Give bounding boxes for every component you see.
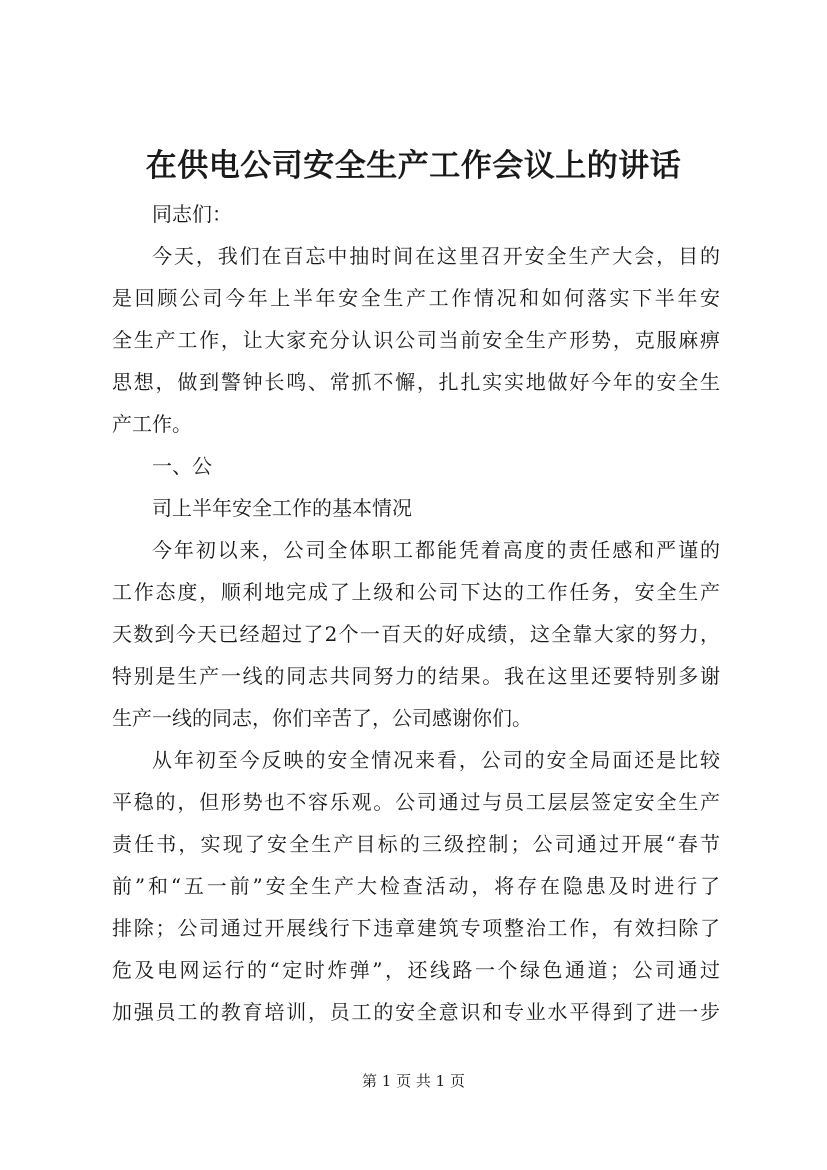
- paragraph-line: 加强员工的教育培训，员工的安全意识和专业水平得到了进一步: [112, 1000, 720, 1024]
- paragraph-line: 前”和“五一前”安全生产大检查活动，将存在隐患及时进行了: [112, 874, 720, 898]
- paragraph-line: 责任书，实现了安全生产目标的三级控制；公司通过开展“春节: [112, 832, 720, 856]
- salutation: 同志们：: [152, 202, 232, 226]
- paragraph-line: 生产一线的同志，你们辛苦了，公司感谢你们。: [112, 706, 532, 730]
- document-title: 在供电公司安全生产工作会议上的讲话: [145, 148, 682, 184]
- paragraph-line: 今年初以来，公司全体职工都能凭着高度的责任感和严谨的: [152, 538, 720, 562]
- section-heading-part: 一、公: [152, 454, 212, 478]
- paragraph-line: 今天，我们在百忘中抽时间在这里召开安全生产大会，目的: [152, 244, 720, 268]
- paragraph-line: 排除；公司通过开展线行下违章建筑专项整治工作，有效扫除了: [112, 916, 720, 940]
- paragraph-line: 是回顾公司今年上半年安全生产工作情况和如何落实下半年安: [112, 286, 720, 310]
- paragraph-line: 工作态度，顺利地完成了上级和公司下达的工作任务，安全生产: [112, 580, 720, 604]
- paragraph-line: 危及电网运行的“定时炸弹”，还线路一个绿色通道；公司通过: [112, 958, 720, 982]
- paragraph-line: 特别是生产一线的同志共同努力的结果。我在这里还要特别多谢: [112, 664, 720, 688]
- paragraph-line: 天数到今天已经超过了2个一百天的好成绩，这全靠大家的努力，: [112, 622, 720, 646]
- paragraph-line: 产工作。: [112, 412, 192, 436]
- paragraph-line: 从年初至今反映的安全情况来看，公司的安全局面还是比较: [152, 748, 720, 772]
- paragraph-line: 思想，做到警钟长鸣、常抓不懈，扎扎实实地做好今年的安全生: [112, 370, 720, 394]
- paragraph-line: 全生产工作，让大家充分认识公司当前安全生产形势，克服麻痹: [112, 328, 720, 352]
- paragraph-line: 平稳的，但形势也不容乐观。公司通过与员工层层签定安全生产: [112, 790, 720, 814]
- section-heading-part: 司上半年安全工作的基本情况: [152, 496, 412, 520]
- page-number-footer: 第 1 页 共 1 页: [362, 1072, 465, 1090]
